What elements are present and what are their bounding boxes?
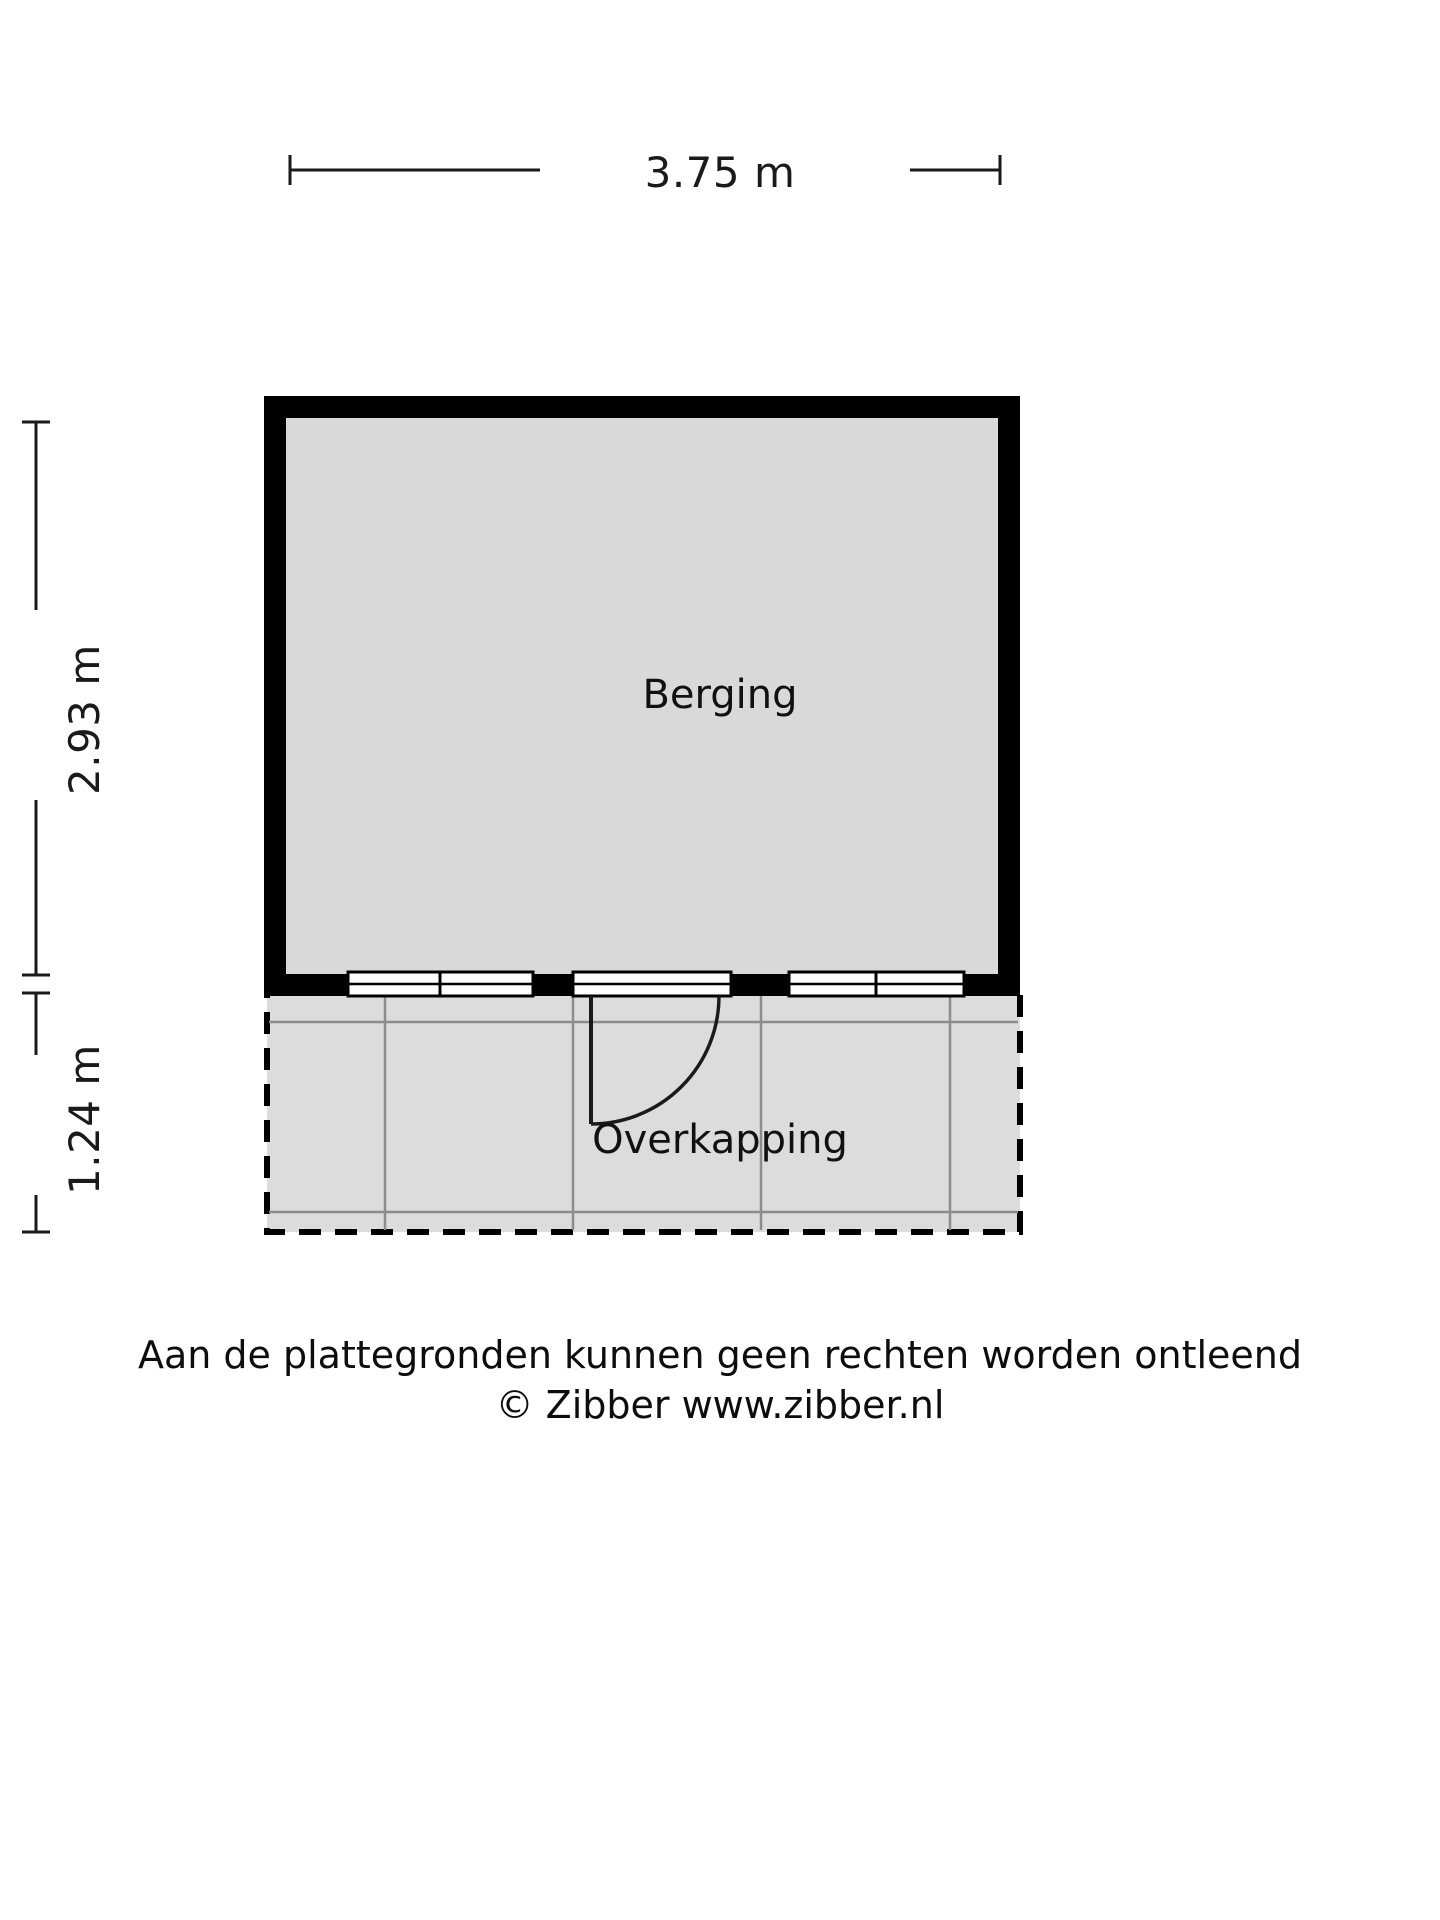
footer-line-2: © Zibber www.zibber.nl (495, 1383, 945, 1427)
footer-line-1: Aan de plattegronden kunnen geen rechten worden ontleend (137, 1333, 1303, 1377)
room-label-overkapping: Overkapping (592, 1117, 848, 1163)
footer-disclaimer (0, 1330, 1440, 1430)
dimension-label-width: 3.75 m (644, 148, 796, 197)
front-wall-openings (348, 972, 964, 996)
dimension-label-depth-lower: 1.24 m (60, 1044, 109, 1195)
dimension-label-depth-upper: 2.93 m (60, 644, 109, 795)
dimension-left-lower (22, 993, 50, 1232)
room-label-berging: Berging (642, 672, 798, 718)
